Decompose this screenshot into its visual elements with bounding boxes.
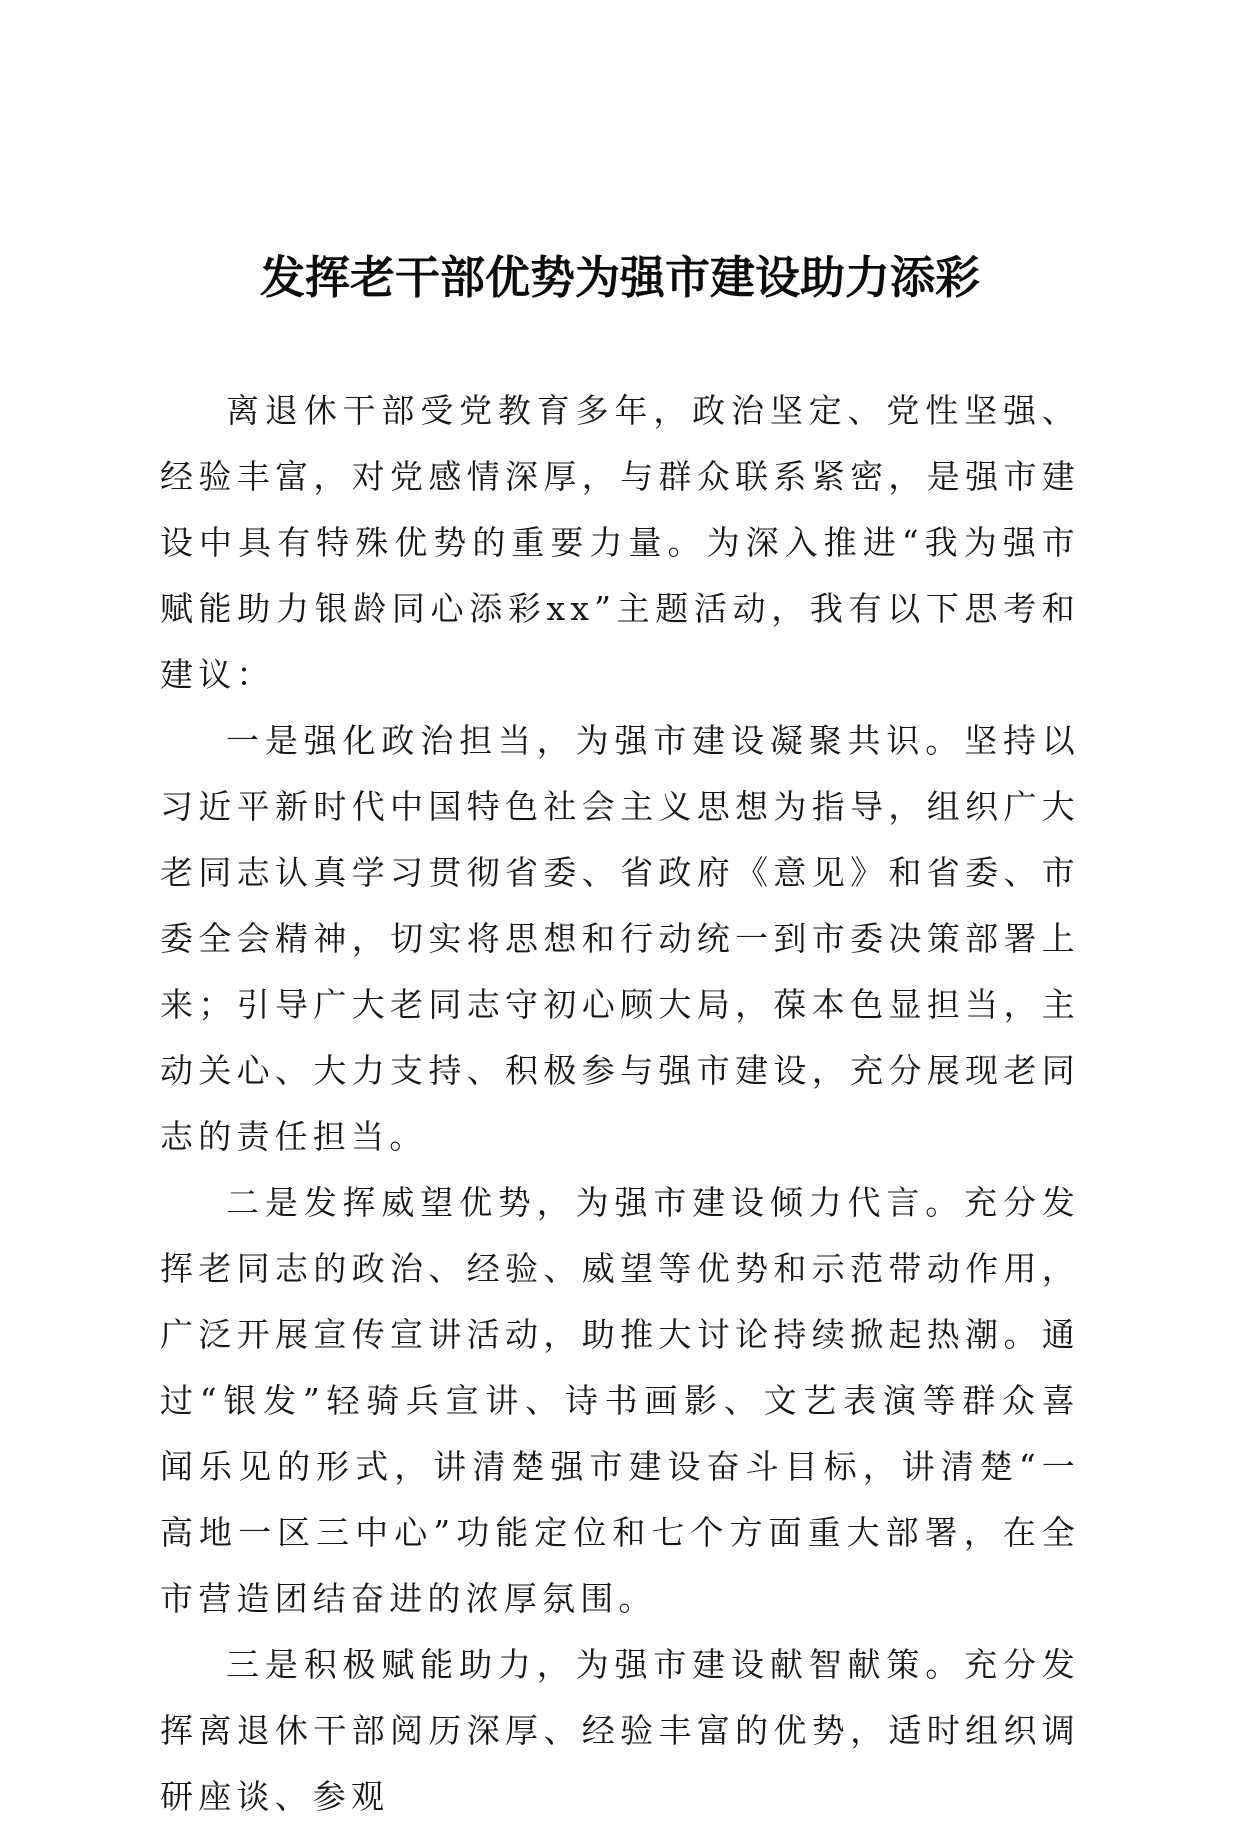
paragraph-intro: 离退休干部受党教育多年，政治坚定、党性坚强、经验丰富，对党感情深厚，与群众联系紧密，是强市建设中具有特殊优势的重要力量。为深入推进“我为强市赋能助力银龄同心添彩xx”主题活动，我有以下思考和建议： (160, 391, 1080, 694)
paragraph-point-two: 二是发挥威望优势，为强市建设倾力代言。充分发挥老同志的政治、经验、威望等优势和示范带动作用，广泛开展宣传宣讲活动，助推大讨论持续掀起热潮。通过“银发”轻骑兵宣讲、诗书画影、文艺表演等群众喜闻乐见的形式，讲清楚强市建设奋斗目标，讲清楚“一高地一区三中心”功能定位和七个方面重大部署，在全市营造团结奋进的浓厚氛围。 (160, 1183, 1080, 1618)
document-body (160, 378, 1080, 1830)
document-title: 发挥老干部优势为强市建设助力添彩 (259, 251, 980, 304)
paragraph-point-three: 三是积极赋能助力，为强市建设献智献策。充分发挥离退休干部阅历深厚、经验丰富的优势，适时组织调研座谈、参观 (160, 1645, 1080, 1816)
paragraph-point-one: 一是强化政治担当，为强市建设凝聚共识。坚持以习近平新时代中国特色社会主义思想为指导，组织广大老同志认真学习贯彻省委、省政府《意见》和省委、市委全会精神，切实将思想和行动统一到市委决策部署上来；引导广大老同志守初心顾大局，葆本色显担当，主动关心、大力支持、积极参与强市建设，充分展现老同志的责任担当。 (160, 721, 1080, 1156)
